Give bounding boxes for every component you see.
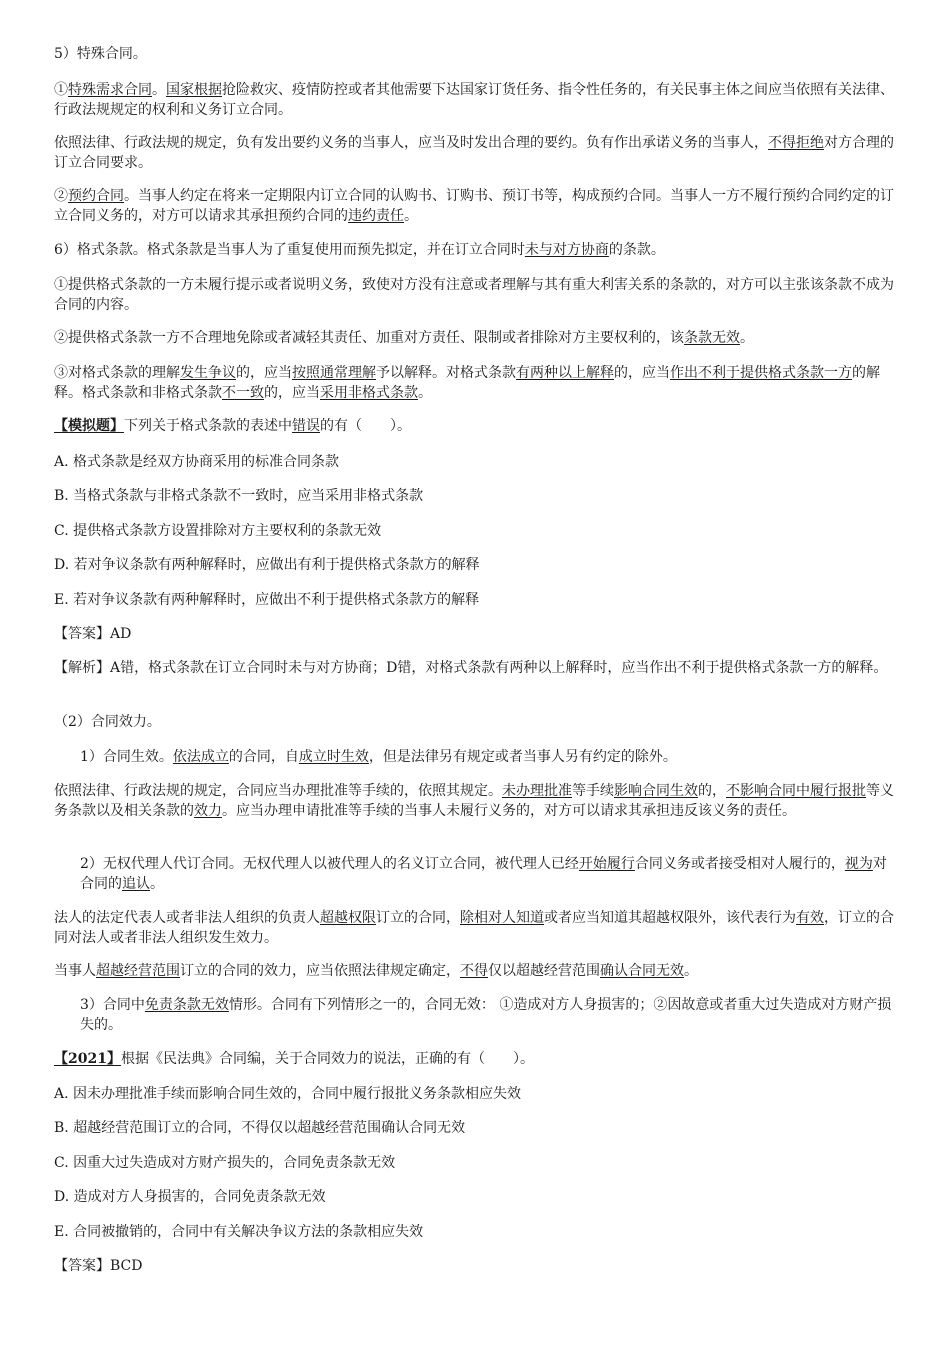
text-segment: 等手续 — [572, 783, 614, 799]
underlined-text: 免责条款无效 — [144, 997, 229, 1013]
underlined-text: 确认合同无效 — [600, 963, 684, 979]
option-c-1 — [54, 521, 899, 541]
answer-2 — [54, 1256, 899, 1276]
text-segment: D. 造成对方人身损害的，合同免责条款无效 — [54, 1189, 326, 1205]
text-segment: 【答案】AD — [54, 626, 132, 642]
text-segment: E. 若对争议条款有两种解释时，应做出不利于提供格式条款方的解释 — [54, 592, 480, 608]
text-segment: D. 若对争议条款有两种解释时，应做出有利于提供格式条款方的解释 — [54, 557, 480, 573]
underlined-text: 不得拒绝 — [768, 135, 824, 151]
bold-label: 【2021】 — [54, 1051, 121, 1067]
para-3 — [54, 133, 899, 173]
option-b-2 — [54, 1118, 899, 1138]
text-segment: 【答案】BCD — [54, 1258, 143, 1274]
text-segment: （2）合同效力。 — [54, 714, 161, 730]
text-segment: B. 当格式条款与非格式条款不一致时，应当采用非格式条款 — [54, 488, 424, 504]
underlined-text: 超越经营范围 — [96, 963, 180, 979]
text-segment: 订立的合同的效力，应当依照法律规定确定， — [180, 963, 460, 979]
para-8 — [54, 363, 899, 403]
text-segment: E. 合同被撤销的，合同中有关解决争议方法的条款相应失效 — [54, 1224, 424, 1240]
para-14 — [80, 995, 900, 1035]
underlined-text: 作出不利于提供格式条款一方 — [670, 365, 852, 381]
text-segment: 2）无权代理人代订合同。无权代理人以被代理人的名义订立合同，被代理人已经 — [80, 856, 579, 872]
underlined-text: 特殊需求合同 — [68, 82, 152, 98]
underlined-text: 影响合同生效 — [614, 783, 698, 799]
text-segment: 订立的合同， — [376, 910, 460, 926]
para-4 — [54, 186, 899, 226]
text-segment: ②提供格式条款一方不合理地免除或者减轻其责任、加重对方责任、限制或者排除对方主要权利的，该 — [54, 330, 684, 346]
text-segment: 合同义务或者接受相对人履行的， — [634, 856, 845, 872]
text-segment: 等义务条款以及相关条款的 — [54, 783, 894, 819]
text-segment: 当事人 — [54, 963, 96, 979]
para-12 — [54, 908, 899, 948]
text-segment: 或者应当知道其超越权限外，该代表行为 — [544, 910, 796, 926]
text-segment: 的有（ ）。 — [320, 418, 411, 434]
underlined-text: 国家根据 — [166, 82, 222, 98]
question-stem-1 — [54, 416, 899, 436]
text-segment: ①提供格式条款的一方未履行提示或者说明义务，致使对方没有注意或者理解与其有重大利害关系的条款的，对方可以主张该条款不成为合同的内容。 — [54, 277, 894, 313]
bold-label: 【模拟题】 — [54, 418, 124, 434]
text-segment: 【解析】A错，格式条款在订立合同时未与对方协商；D错，对格式条款有两种以上解释时，应当作出不利于提供格式条款一方的解释。 — [54, 660, 888, 676]
underlined-text: 条款无效 — [684, 330, 740, 346]
text-segment: 。应当办理申请批准等手续的当事人未履行义务的，对方可以请求其承担违反该义务的责任。 — [222, 803, 796, 819]
text-segment: C. 提供格式条款方设置排除对方主要权利的条款无效 — [54, 523, 382, 539]
section-heading — [54, 712, 899, 732]
text-segment: 的，应当 — [264, 385, 320, 401]
text-segment: 。 — [684, 963, 698, 979]
text-segment: ③对格式条款的理解 — [54, 365, 180, 381]
question-stem-2 — [54, 1049, 899, 1069]
text-segment: 。 — [152, 82, 166, 98]
text-segment: 的条款。 — [608, 242, 665, 258]
text-segment: 。 — [150, 876, 164, 892]
para-9 — [80, 747, 900, 767]
underlined-text: 视为 — [844, 856, 873, 872]
text-segment: 。 — [740, 330, 754, 346]
analysis-1 — [54, 658, 899, 678]
underlined-text: 发生争议 — [180, 365, 236, 381]
text-segment: 。当事人约定在将来一定期限内订立合同的认购书、订购书、预订书等，构成预约合同。当事人一方不履行预约合同约定的订立合同义务的，对方可以请求其承担预约合同的 — [54, 188, 894, 224]
text-segment: 下列关于格式条款的表述中 — [124, 418, 292, 434]
underlined-text: 按照通常理解 — [292, 365, 376, 381]
option-c-2 — [54, 1153, 899, 1173]
text-segment: 。 — [404, 208, 418, 224]
answer-1 — [54, 624, 899, 644]
text-segment: 抢险救灾、疫情防控或者其他需要下达国家订货任务、指令性任务的，有关民事主体之间应当依照有关法律、行政法规规定的权利和义务订立合同。 — [54, 82, 894, 118]
option-e-1 — [54, 590, 899, 610]
text-segment: 6）格式条款。格式条款是当事人为了重复使用而预先拟定，并在订立合同时 — [54, 242, 525, 258]
para-7 — [54, 328, 899, 348]
text-segment: A. 因未办理批准手续而影响合同生效的，合同中履行报批义务条款相应失效 — [54, 1086, 522, 1102]
underlined-text: 违约责任 — [348, 208, 404, 224]
text-segment: 法人的法定代表人或者非法人组织的负责人 — [54, 910, 320, 926]
underlined-text: 依法成立 — [172, 749, 229, 765]
underlined-text: 不一致 — [222, 385, 264, 401]
underlined-text: 不影响合同中履行报批 — [726, 783, 866, 799]
text-segment: 依照法律、行政法规的规定，负有发出要约义务的当事人，应当及时发出合理的要约。负有作出承诺义务的当事人， — [54, 135, 768, 151]
text-segment: 情形。合同有下列情形之一的，合同无效： ①造成对方人身损害的；②因故意或者重大过失造成对方财产损失的。 — [80, 997, 892, 1033]
underlined-text: 有两种以上解释 — [516, 365, 614, 381]
underlined-text: 未办理批准 — [502, 783, 572, 799]
para-2 — [54, 80, 899, 120]
text-segment: 的合同，自 — [228, 749, 299, 765]
para-6 — [54, 275, 899, 315]
option-e-2 — [54, 1222, 899, 1242]
text-segment: 的，应当 — [236, 365, 292, 381]
text-segment: 根据《民法典》合同编，关于合同效力的说法，正确的有（ ）。 — [120, 1051, 534, 1067]
underlined-text: 未与对方协商 — [524, 242, 609, 258]
text-segment: 对合同的 — [80, 856, 887, 892]
option-d-1 — [54, 555, 899, 575]
option-a-1 — [54, 452, 899, 472]
text-segment: 5）特殊合同。 — [54, 46, 147, 62]
text-segment: 的解释。格式条款和非格式条款 — [54, 365, 880, 401]
underlined-text: 追认 — [122, 876, 150, 892]
underlined-text: 采用非格式条款 — [320, 385, 418, 401]
text-segment: ，但是法律另有规定或者当事人另有约定的除外。 — [368, 749, 677, 765]
text-segment: ，订立的合同对法人或者非法人组织发生效力。 — [54, 910, 894, 946]
text-segment: 予以解释。对格式条款 — [376, 365, 516, 381]
para-5 — [54, 240, 899, 260]
para-10 — [54, 781, 899, 821]
underlined-text: 除相对人知道 — [460, 910, 544, 926]
text-segment: 1）合同生效。 — [80, 749, 173, 765]
option-b-1 — [54, 486, 899, 506]
text-segment: 对方合理的订立合同要求。 — [54, 135, 894, 171]
underlined-text: 开始履行 — [578, 856, 635, 872]
text-segment: 依照法律、行政法规的规定，合同应当办理批准等手续的，依照其规定。 — [54, 783, 502, 799]
underlined-text: 效力 — [194, 803, 222, 819]
text-segment: 的，应当 — [614, 365, 670, 381]
text-segment: 的， — [698, 783, 726, 799]
underlined-text: 错误 — [292, 418, 320, 434]
text-segment: ① — [54, 82, 68, 98]
underlined-text: 不得 — [460, 963, 488, 979]
text-segment: A. 格式条款是经双方协商采用的标准合同条款 — [54, 454, 340, 470]
text-segment: ② — [54, 188, 68, 204]
underlined-text: 超越权限 — [320, 910, 376, 926]
para-13 — [54, 961, 899, 981]
option-d-2 — [54, 1187, 899, 1207]
text-segment: C. 因重大过失造成对方财产损失的，合同免责条款无效 — [54, 1155, 396, 1171]
text-segment: 3）合同中 — [80, 997, 145, 1013]
underlined-text: 有效 — [796, 910, 824, 926]
underlined-text: 成立时生效 — [298, 749, 369, 765]
underlined-text: 预约合同 — [68, 188, 124, 204]
option-a-2 — [54, 1084, 899, 1104]
para-1 — [54, 44, 899, 64]
text-segment: B. 超越经营范围订立的合同，不得仅以超越经营范围确认合同无效 — [54, 1120, 466, 1136]
text-segment: 仅以超越经营范围 — [488, 963, 600, 979]
text-segment: 。 — [418, 385, 432, 401]
para-11 — [80, 854, 900, 894]
